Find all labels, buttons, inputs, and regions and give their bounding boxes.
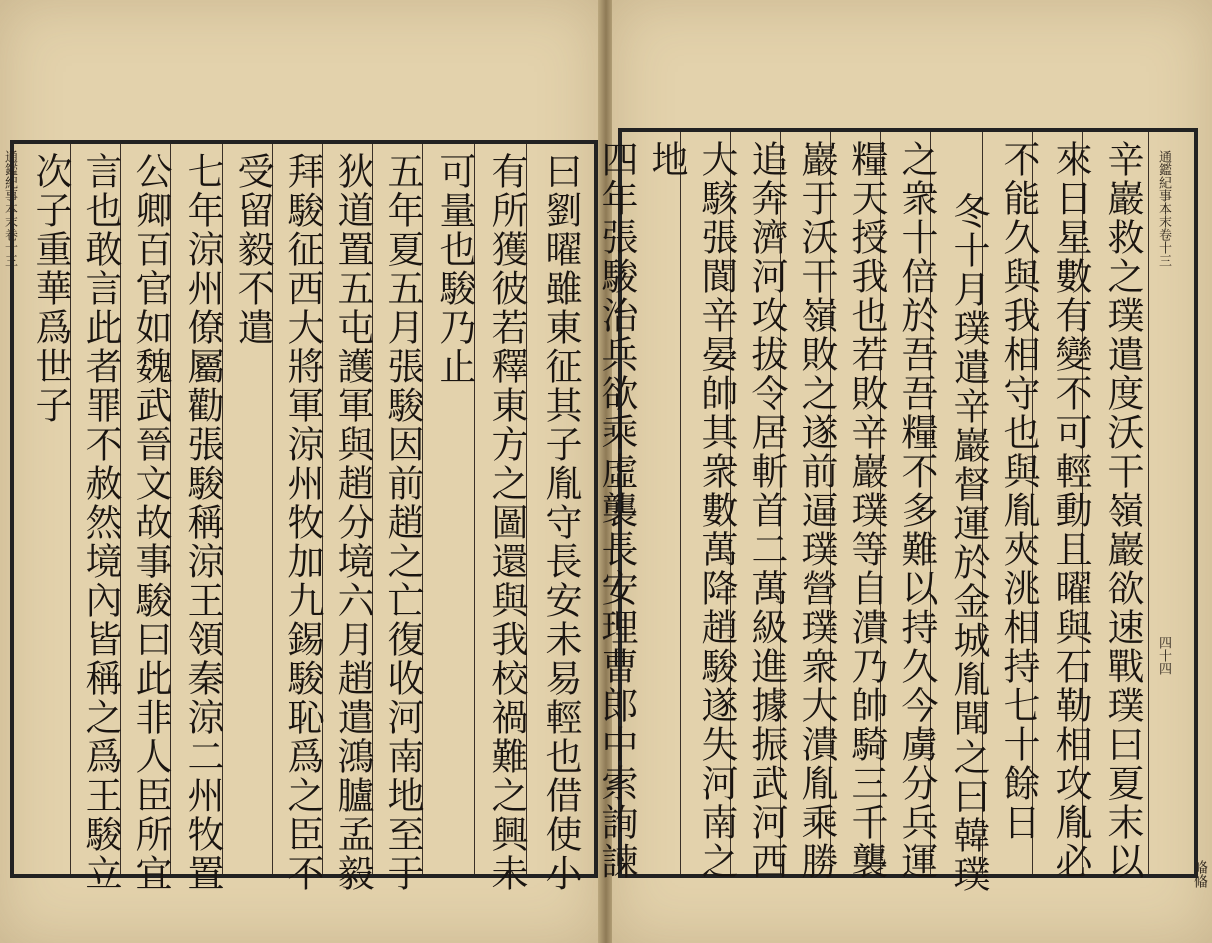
text-column: 來日星數有變不可輕動且曜與石勒相攻胤必 xyxy=(1049,140,1092,881)
text-column: 辛巖救之璞遣度沃干嶺巖欲速戰璞曰夏末以 xyxy=(1101,140,1144,881)
text-column: 拜駿征西大將軍涼州牧加九錫駿恥爲之臣不 xyxy=(281,152,324,893)
text-column: 次子重華爲世子 xyxy=(29,152,72,425)
text-column: 巖于沃干嶺敗之遂前逼璞營璞衆大潰胤乘勝 xyxy=(795,140,838,881)
text-column: 言也敢言此者罪不赦然境內皆稱之爲王駿立 xyxy=(79,152,122,893)
text-column-end: 地 xyxy=(645,140,688,179)
left-page xyxy=(0,0,600,943)
right-page-center-strip: 通鑑紀事本末卷十三 xyxy=(1156,150,1171,267)
column-rule xyxy=(1148,132,1149,874)
text-column: 四年張駿治兵欲乘虛襲長安理曹郎中索詢諫 xyxy=(595,140,638,881)
text-column: 七年涼州僚屬勸張駿稱涼王領秦涼二州牧置 xyxy=(181,152,224,893)
text-column: 狄道置五屯護軍與趙分境六月趙遣鴻臚孟毅 xyxy=(331,152,374,893)
text-column: 可量也駿乃止 xyxy=(433,152,476,386)
text-column: 有所獲彼若釋東方之圖還與我校禍難之興未 xyxy=(485,152,528,893)
text-column: 不能久與我相守也與胤夾洮相持七十餘日 xyxy=(997,140,1040,842)
edge-note: 偹偹 xyxy=(1192,860,1208,888)
text-column: 大駭張閬辛晏帥其衆數萬降趙駿遂失河南之 xyxy=(695,140,738,881)
page-number: 四十四 xyxy=(1156,636,1171,675)
text-column: 追奔濟河攻拔令居斬首二萬級進據振武河西 xyxy=(745,140,788,881)
text-column: 受留毅不遣 xyxy=(231,152,274,347)
column-rule xyxy=(680,132,681,874)
text-column: 冬十月璞遣辛巖督運於金城胤聞之曰韓璞 xyxy=(947,192,990,894)
text-column: 五年夏五月張駿因前趙之亡復收河南地至于 xyxy=(381,152,424,893)
text-column: 曰劉曜雖東征其子胤守長安未易輕也借使小 xyxy=(539,152,582,893)
text-column: 糧天授我也若敗辛巖璞等自潰乃帥騎三千襲 xyxy=(845,140,888,881)
left-page-center-strip: 通鑑紀事本末卷十三 xyxy=(2,150,17,267)
right-page xyxy=(595,0,1212,943)
text-column: 公卿百官如魏武晉文故事駿曰此非人臣所宜 xyxy=(129,152,172,893)
text-column: 之衆十倍於吾吾糧不多難以持久今虜分兵運 xyxy=(895,140,938,881)
